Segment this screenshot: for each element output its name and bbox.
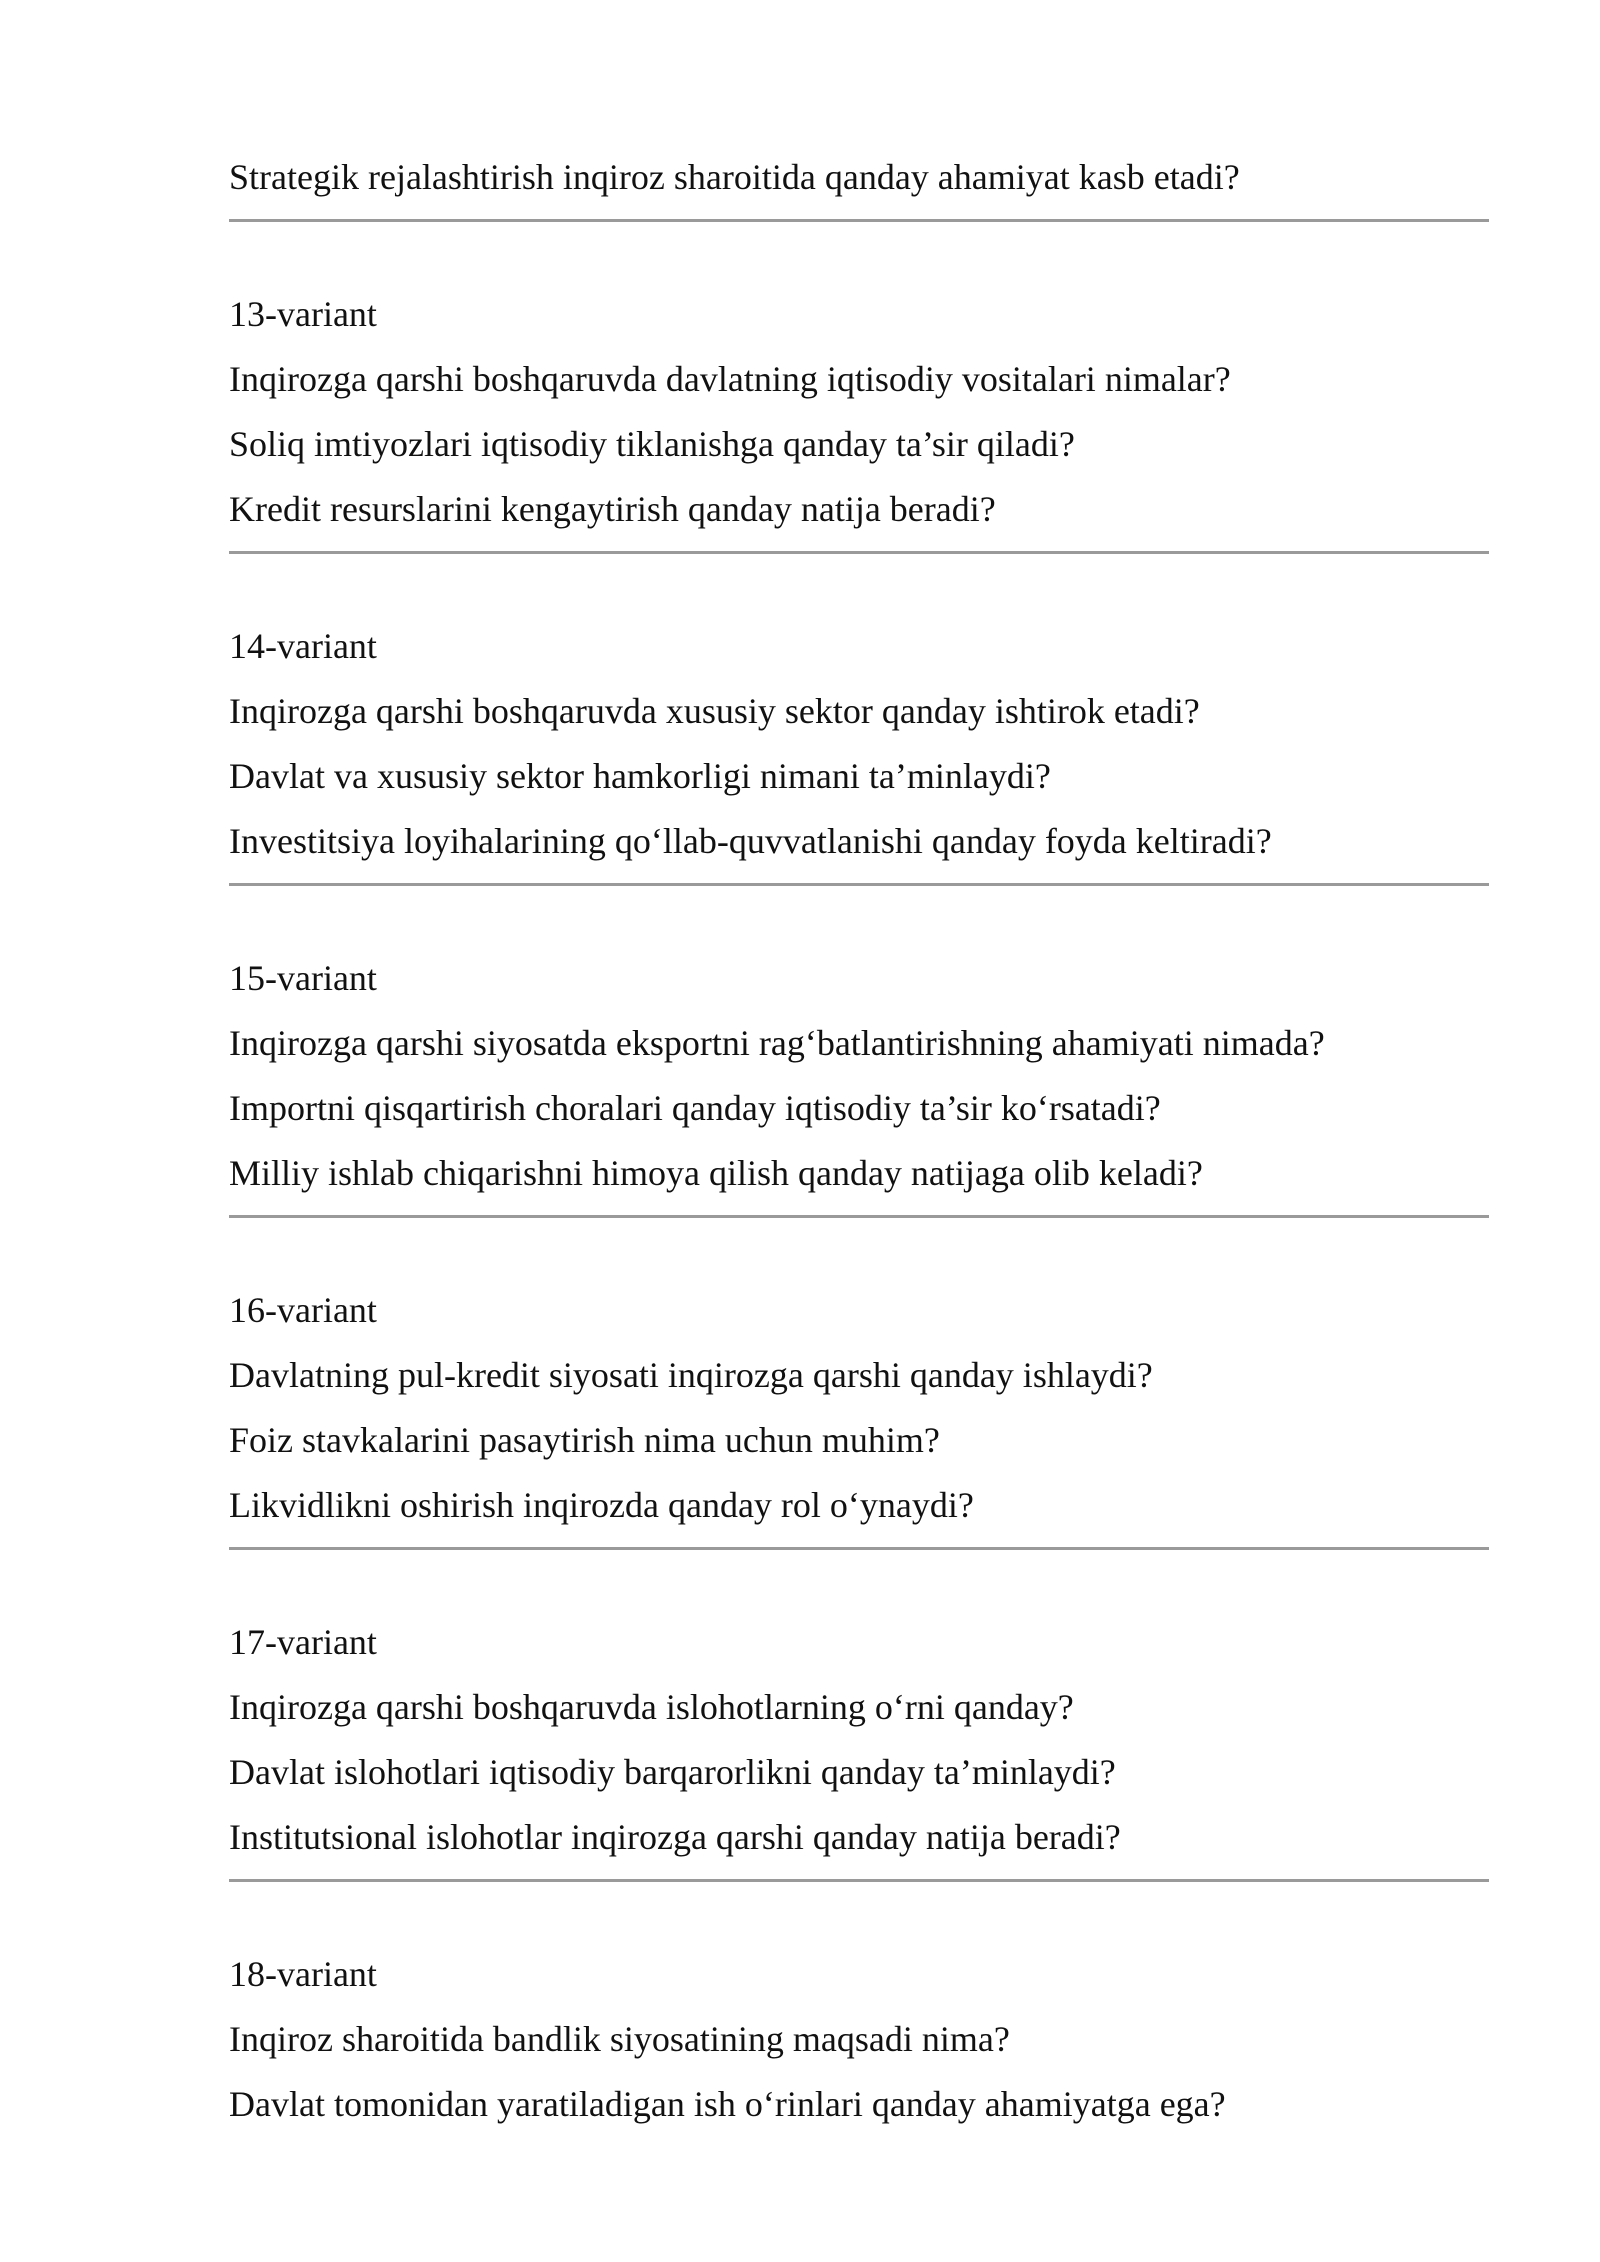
intro-section — [229, 145, 1489, 222]
variant-15-section — [229, 946, 1489, 1218]
document-content — [229, 145, 1489, 2137]
question-text: Likvidlikni oshirish inqirozda qanday rol o‘ynaydi? — [229, 1485, 974, 1525]
question-text: Inqiroz sharoitida bandlik siyosatining maqsadi nima? — [229, 2019, 1010, 2059]
variant-heading: 14-variant — [229, 626, 377, 666]
variant-heading: 13-variant — [229, 294, 377, 334]
section-divider — [229, 883, 1489, 886]
question-text: Institutsional islohotlar inqirozga qarshi qanday natija beradi? — [229, 1817, 1121, 1857]
question-text: Davlat islohotlari iqtisodiy barqarorlikni qanday ta’minlaydi? — [229, 1752, 1116, 1792]
variant-13-section — [229, 282, 1489, 554]
question-text: Foiz stavkalarini pasaytirish nima uchun muhim? — [229, 1420, 940, 1460]
variant-16-section — [229, 1278, 1489, 1550]
question-text: Kredit resurslarini kengaytirish qanday natija beradi? — [229, 489, 996, 529]
variant-heading: 18-variant — [229, 1954, 377, 1994]
section-divider — [229, 1215, 1489, 1218]
question-text: Importni qisqartirish choralari qanday iqtisodiy ta’sir ko‘rsatadi? — [229, 1088, 1161, 1128]
variant-heading: 15-variant — [229, 958, 377, 998]
section-divider — [229, 219, 1489, 222]
question-text: Davlat tomonidan yaratiladigan ish o‘rinlari qanday ahamiyatga ega? — [229, 2084, 1226, 2124]
variant-18-section — [229, 1942, 1489, 2137]
question-text: Inqirozga qarshi boshqaruvda xususiy sektor qanday ishtirok etadi? — [229, 691, 1200, 731]
question-text: Davlat va xususiy sektor hamkorligi nimani ta’minlaydi? — [229, 756, 1051, 796]
variant-14-section — [229, 614, 1489, 886]
question-text: Soliq imtiyozlari iqtisodiy tiklanishga qanday ta’sir qiladi? — [229, 424, 1075, 464]
section-divider — [229, 1879, 1489, 1882]
question-text: Milliy ishlab chiqarishni himoya qilish qanday natijaga olib keladi? — [229, 1153, 1203, 1193]
variant-17-section — [229, 1610, 1489, 1882]
variant-heading: 16-variant — [229, 1290, 377, 1330]
question-text: Strategik rejalashtirish inqiroz sharoitida qanday ahamiyat kasb etadi? — [229, 157, 1240, 197]
question-text: Inqirozga qarshi siyosatda eksportni rag‘batlantirishning ahamiyati nimada? — [229, 1023, 1325, 1063]
section-divider — [229, 1547, 1489, 1550]
question-text: Inqirozga qarshi boshqaruvda islohotlarning o‘rni qanday? — [229, 1687, 1074, 1727]
question-text: Davlatning pul-kredit siyosati inqirozga qarshi qanday ishlaydi? — [229, 1355, 1153, 1395]
question-text: Inqirozga qarshi boshqaruvda davlatning iqtisodiy vositalari nimalar? — [229, 359, 1231, 399]
section-divider — [229, 551, 1489, 554]
question-text: Investitsiya loyihalarining qo‘llab-quvvatlanishi qanday foyda keltiradi? — [229, 821, 1272, 861]
variant-heading: 17-variant — [229, 1622, 377, 1662]
